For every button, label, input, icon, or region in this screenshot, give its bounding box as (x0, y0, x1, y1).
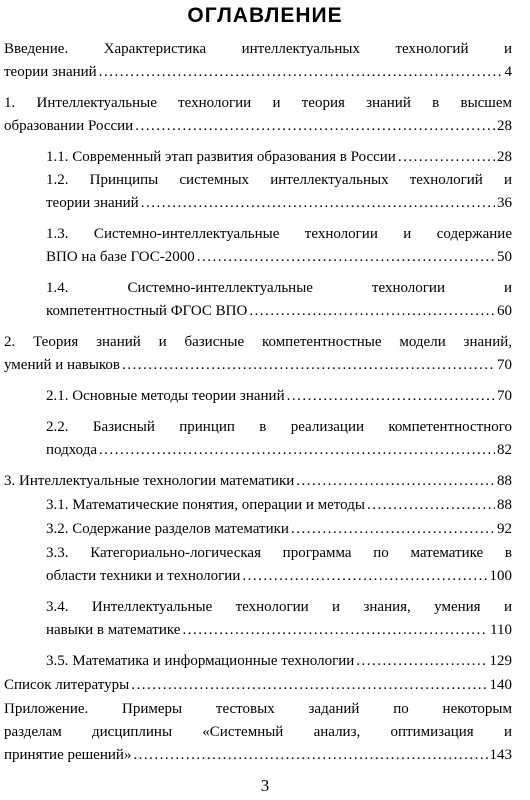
toc-entry-line: 1.3. Системно-интеллектуальные технологии и содержание (46, 226, 512, 242)
toc-entry[interactable] (4, 470, 512, 493)
toc-entry-line: 1.4. Системно-интеллектуальные технологии и (46, 280, 512, 296)
dot-leader (296, 470, 495, 493)
toc-entry[interactable] (4, 38, 512, 84)
dot-leader (99, 439, 495, 462)
dot-leader (122, 354, 495, 377)
toc-page-number: 28 (497, 118, 512, 134)
toc-entry-text: теории знаний (4, 64, 97, 80)
toc-entry[interactable] (46, 650, 512, 673)
toc-entry-line: 1.2. Принципы системных интеллектуальных технологий и (46, 172, 512, 188)
toc-title: ОГЛАВЛЕНИЕ (187, 4, 343, 27)
toc-entry[interactable] (46, 169, 512, 215)
toc-page-number: 28 (497, 149, 512, 165)
toc-entry-line: Приложение. Примеры тестовых заданий по некоторым (4, 701, 512, 717)
toc-entry[interactable] (46, 277, 512, 323)
toc-entry[interactable] (46, 494, 512, 517)
toc-entry-text: 3.1. Математические понятия, операции и методы (46, 497, 365, 513)
toc-entry-text: подхода (46, 442, 98, 458)
dot-leader (182, 619, 488, 642)
page-number: 3 (260, 776, 270, 795)
toc-entry-line: Введение. Характеристика интеллектуальных технологий и (4, 41, 512, 57)
toc-page-number: 60 (497, 303, 512, 319)
toc-entry[interactable] (46, 542, 512, 588)
dot-leader (242, 565, 487, 588)
toc-page-number: 110 (490, 622, 512, 638)
toc-page-number: 70 (497, 388, 512, 404)
toc-entry-text: образовании России (4, 118, 134, 134)
toc-entry-text: 3.5. Математика и информационные технологии (46, 653, 355, 669)
dot-leader (287, 385, 495, 408)
toc-entry-last-line (46, 619, 512, 642)
toc-page-number: 36 (497, 195, 512, 211)
dot-leader (291, 518, 495, 541)
toc-entry-text: теории знаний (46, 195, 139, 211)
toc-entry-text: 3. Интеллектуальные технологии математики (4, 473, 295, 489)
toc-entry[interactable] (46, 518, 512, 541)
toc-entry[interactable] (4, 331, 512, 377)
toc-entry[interactable] (4, 92, 512, 138)
toc-page-number: 100 (489, 568, 512, 584)
dot-leader (367, 494, 495, 517)
toc-entry-line: 1. Интеллектуальные технологии и теория знаний в высшем (4, 95, 512, 111)
toc-entry[interactable] (46, 146, 512, 169)
toc-page-number: 50 (497, 249, 512, 265)
toc-entry-last-line (46, 650, 512, 673)
toc-entry-text: Список литературы (4, 677, 130, 693)
toc-entry[interactable] (4, 698, 512, 767)
toc-entry[interactable] (4, 674, 512, 697)
toc-entry-last-line (46, 494, 512, 517)
toc-entry-last-line (4, 470, 512, 493)
toc-page-number: 82 (497, 442, 512, 458)
toc-entry-last-line (46, 518, 512, 541)
toc-entry-last-line (4, 674, 512, 697)
toc-page-number: 88 (497, 473, 512, 489)
dot-leader (398, 146, 495, 169)
toc-entry-last-line (46, 246, 512, 269)
toc-entry-last-line (4, 61, 512, 84)
dot-leader (131, 674, 487, 697)
toc-entry-line: 2. Теория знаний и базисные компетентностные модели знаний, (4, 334, 512, 350)
dot-leader (99, 61, 503, 84)
toc-page-number: 140 (489, 677, 512, 693)
toc-entry-text: навыки в математике (46, 622, 181, 638)
dot-leader (197, 246, 495, 269)
toc-entry-last-line (46, 192, 512, 215)
toc-entry-last-line (4, 354, 512, 377)
toc-page-number: 129 (489, 653, 512, 669)
toc-page-number: 70 (497, 357, 512, 373)
toc-page-number: 88 (497, 497, 512, 513)
toc-entry-line: 3.3. Категориально-логическая программа по математике в (46, 545, 512, 561)
toc-page-number: 92 (497, 521, 512, 537)
toc-entry-last-line (46, 300, 512, 323)
toc-entry-text: ВПО на базе ГОС-2000 (46, 249, 195, 265)
toc-entry[interactable] (46, 596, 512, 642)
toc-entry-last-line (4, 115, 512, 138)
toc-page-number: 4 (504, 64, 512, 80)
dot-leader (133, 744, 487, 767)
dot-leader (356, 650, 487, 673)
toc-entry-last-line (46, 385, 512, 408)
toc-entry-line: 2.2. Базисный принцип в реализации компетентностного (46, 419, 512, 435)
toc-entry-text: компетентностный ФГОС ВПО (46, 303, 248, 319)
dot-leader (135, 115, 495, 138)
toc-entry-text: области техники и технологии (46, 568, 241, 584)
toc-entry-line: разделам дисциплины «Системный анализ, оптимизация и (4, 724, 512, 740)
toc-entry-text: 3.2. Содержание разделов математики (46, 521, 289, 537)
dot-leader (141, 192, 495, 215)
toc-entry-last-line (4, 744, 512, 767)
toc-entry-text: 2.1. Основные методы теории знаний (46, 388, 285, 404)
toc-entry[interactable] (46, 416, 512, 462)
toc-entry-text: 1.1. Современный этап развития образования в России (46, 149, 396, 165)
toc-entry-last-line (46, 439, 512, 462)
toc-entry-text: умений и навыков (4, 357, 121, 373)
toc-entry[interactable] (46, 385, 512, 408)
toc-entry-last-line (46, 146, 512, 169)
toc-entry-text: принятие решений» (4, 747, 132, 763)
dot-leader (249, 300, 495, 323)
toc-entry-last-line (46, 565, 512, 588)
toc-entry-line: 3.4. Интеллектуальные технологии и знания, умения и (46, 599, 512, 615)
toc-page-number: 143 (489, 747, 512, 763)
toc-entry[interactable] (46, 223, 512, 269)
